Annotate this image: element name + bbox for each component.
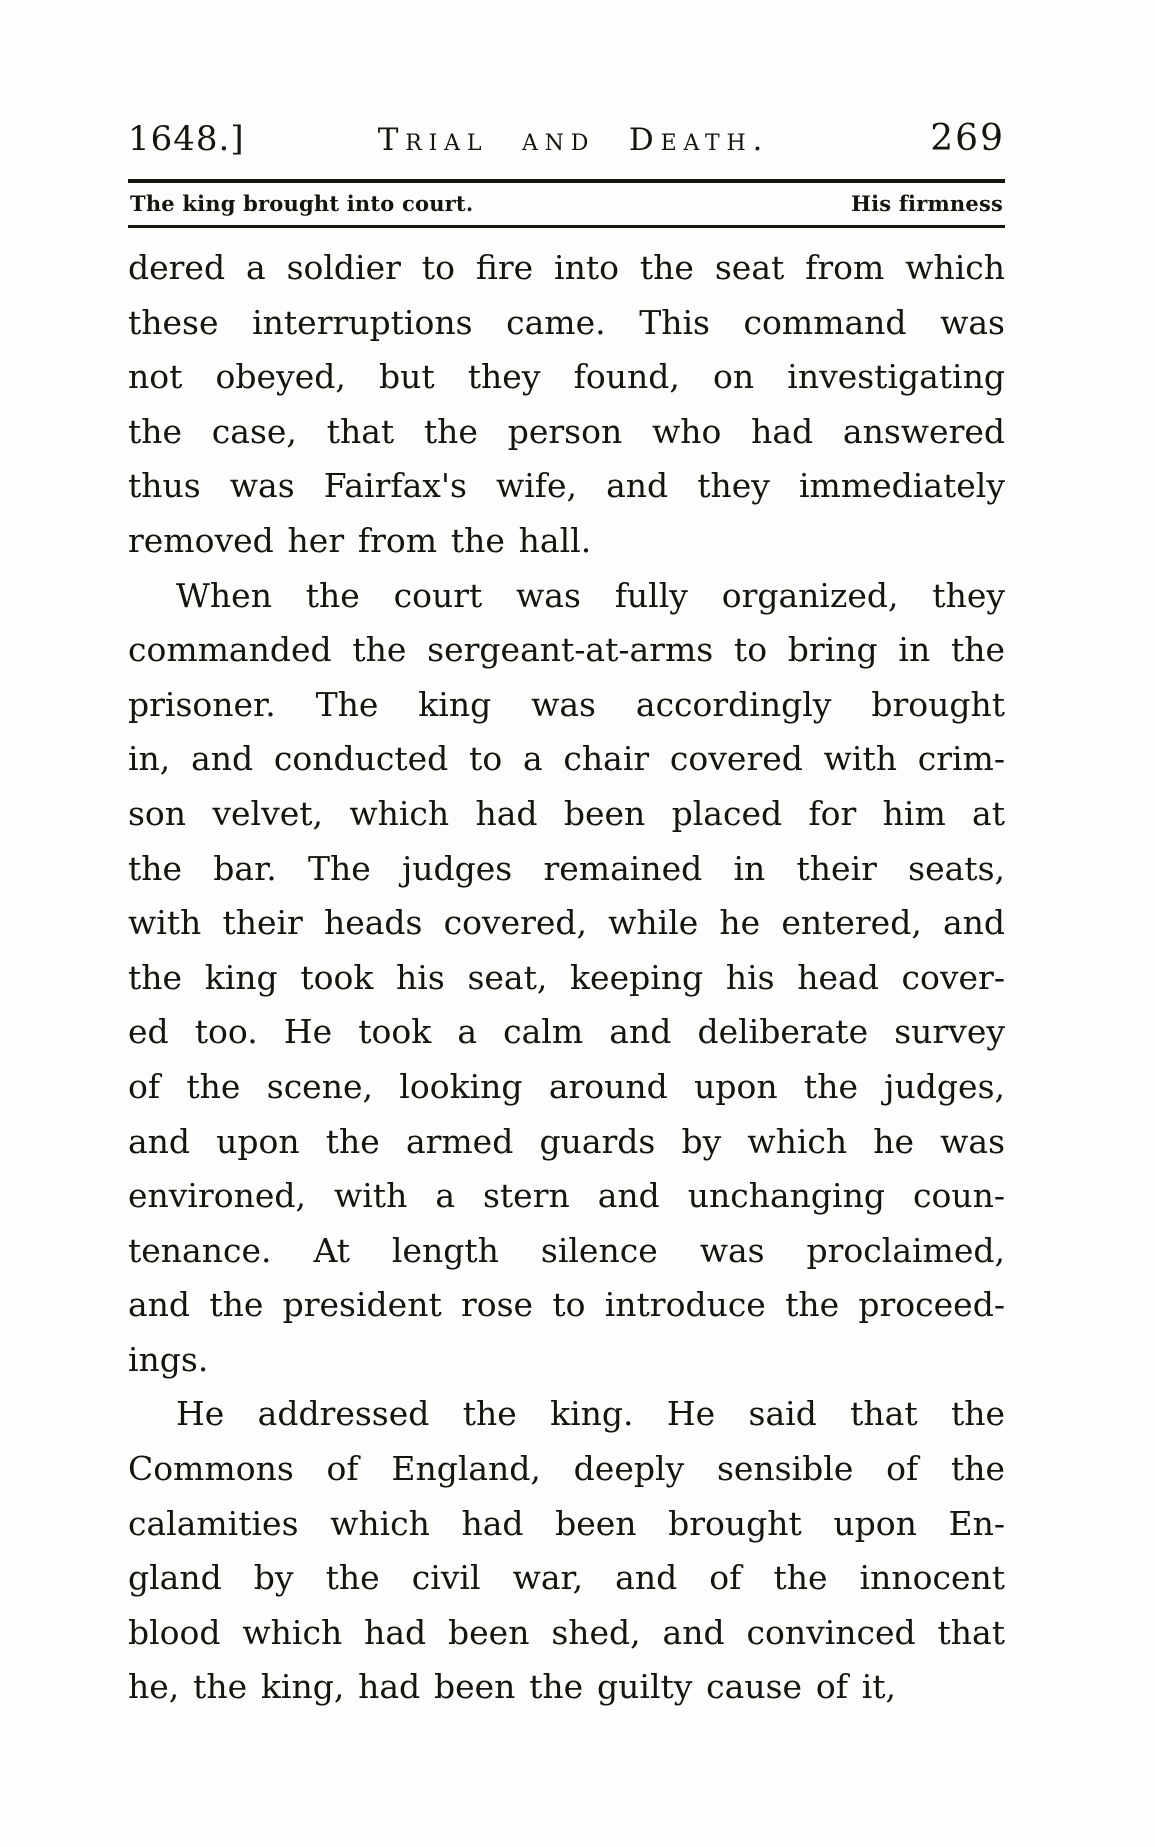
text-line: the bar. The judges remained in their seats, [128, 848, 1005, 888]
text-line: He addressed the king. He said that the [176, 1394, 1005, 1434]
text-line: in, and conducted to a chair covered with crim- [128, 739, 1005, 779]
text-line: and upon the armed guards by which he was [128, 1121, 1005, 1161]
body-text [128, 228, 1005, 1715]
header-year: 1648.] [128, 119, 245, 159]
text-line: prisoner. The king was accordingly brought [128, 684, 1005, 724]
running-head-right: His firmness [851, 191, 1003, 216]
text-line: ed too. He took a calm and deliberate survey [128, 1012, 1005, 1052]
text-line: dered a soldier to fire into the seat from which [128, 248, 1005, 287]
text-line: tenance. At length silence was proclaimed, [128, 1230, 1005, 1270]
text-line: with their heads covered, while he entered, and [128, 903, 1005, 943]
text-line: environed, with a stern and unchanging coun- [128, 1176, 1005, 1216]
text-line: blood which had been shed, and convinced that [128, 1612, 1005, 1652]
text-line: thus was Fairfax's wife, and they immediately [128, 466, 1005, 506]
text-line: Commons of England, deeply sensible of the [128, 1449, 1005, 1489]
page-number: 269 [930, 118, 1005, 159]
text-line: ings. [128, 1339, 209, 1379]
header-title: Trial and Death. [377, 122, 770, 158]
text-line: son velvet, which had been placed for him at [128, 793, 1005, 833]
section-running-heads [128, 183, 1005, 225]
text-line: When the court was fully organized, they [176, 575, 1005, 615]
text-line: removed her from the hall. [128, 520, 592, 560]
text-line: the case, that the person who had answered [128, 411, 1005, 451]
text-line: gland by the civil war, and of the innocent [128, 1558, 1005, 1598]
text-line: of the scene, looking around upon the judges, [128, 1066, 1005, 1106]
text-line: the king took his seat, keeping his head cover- [128, 957, 1005, 997]
running-header [128, 118, 1005, 159]
text-line: these interruptions came. This command was [128, 302, 1005, 342]
text-line: not obeyed, but they found, on investigating [128, 357, 1005, 397]
text-block [128, 118, 1005, 1715]
running-head-left: The king brought into court. [130, 191, 474, 216]
text-line: calamities which had been brought upon En- [128, 1503, 1005, 1543]
text-line: and the president rose to introduce the proceed- [128, 1285, 1005, 1325]
text-line: he, the king, had been the guilty cause of it, [128, 1667, 897, 1707]
text-line: commanded the sergeant-at-arms to bring in the [128, 630, 1005, 670]
